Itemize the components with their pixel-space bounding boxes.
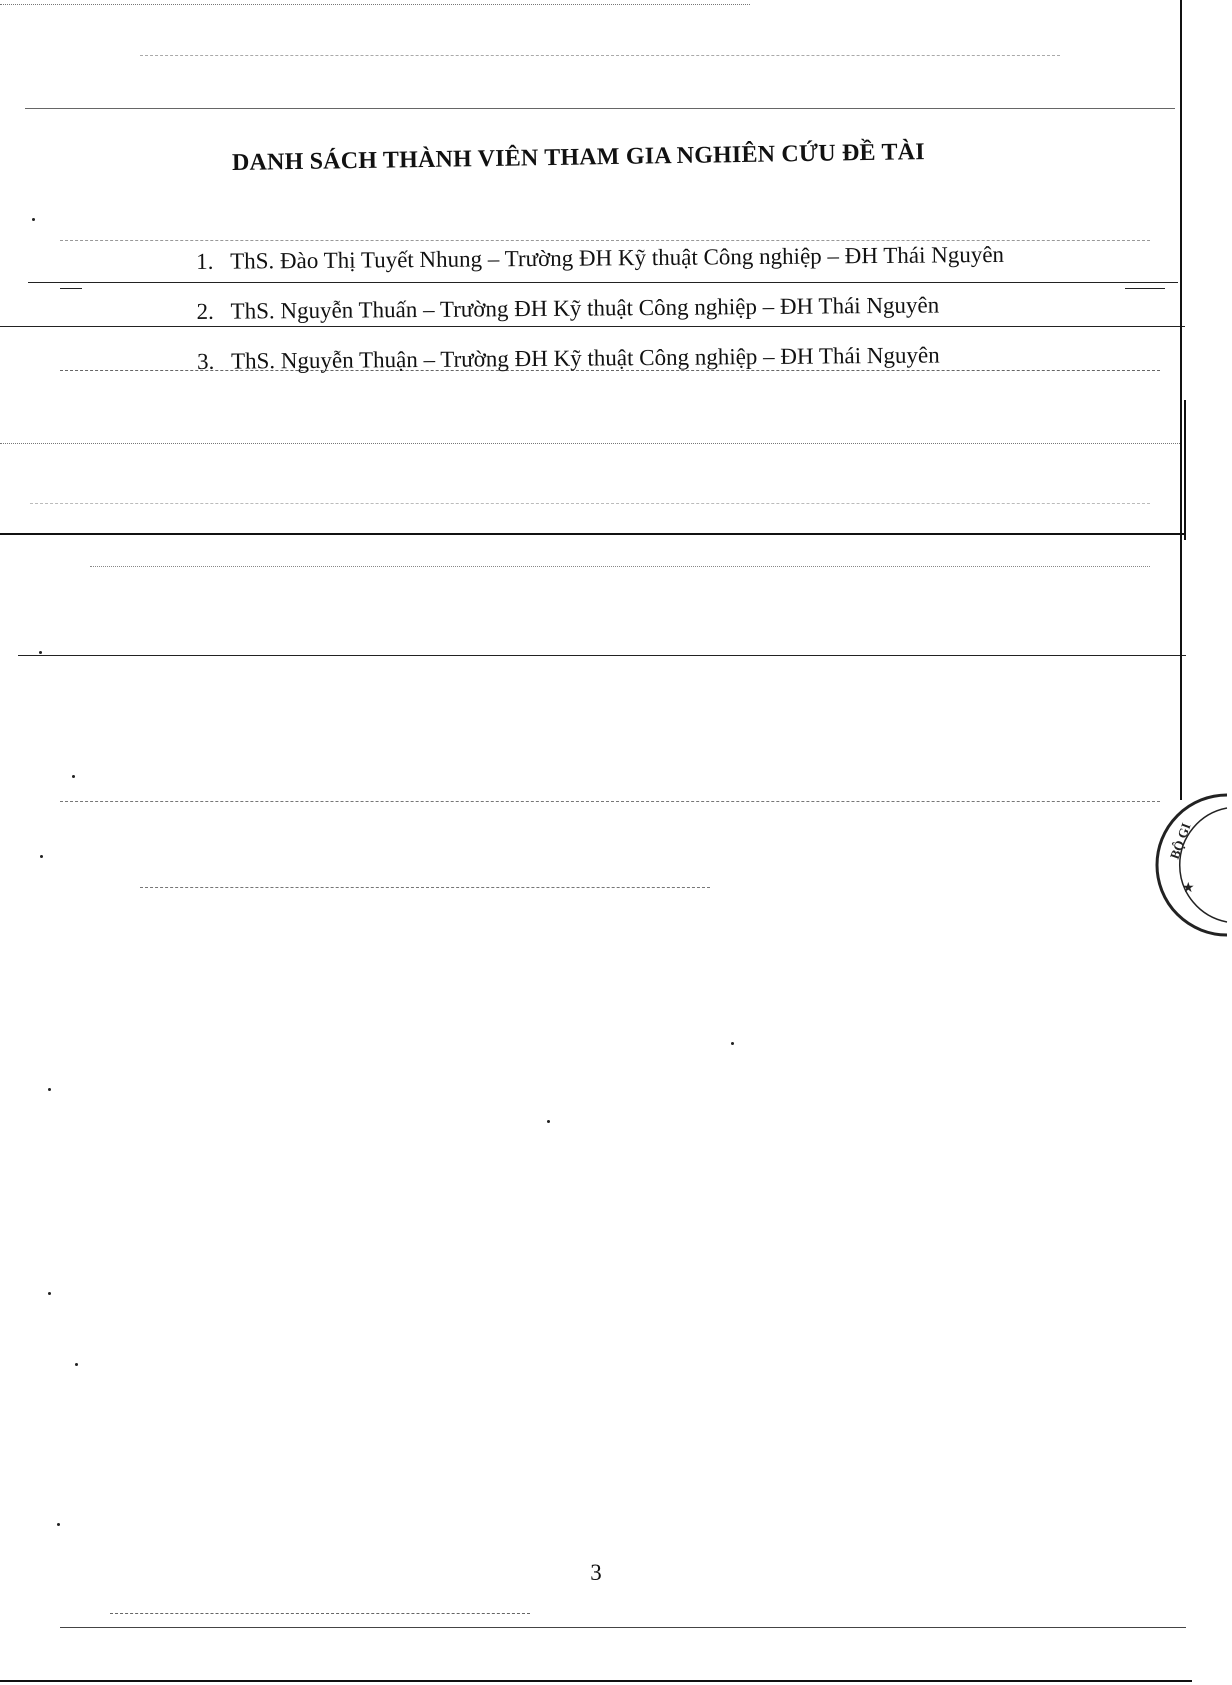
scan-line [90, 566, 1150, 567]
scan-speck [731, 1042, 734, 1045]
document-title: DANH SÁCH THÀNH VIÊN THAM GIA NGHIÊN CỨU ĐỀ TÀI [231, 139, 925, 176]
scan-speck [547, 1120, 550, 1123]
member-text: ThS. Đào Thị Tuyết Nhung – Trường ĐH Kỹ thuật Công nghiệp – ĐH Thái Nguyên [230, 241, 1005, 274]
member-item [190, 287, 1070, 329]
member-text: ThS. Nguyễn Thuấn – Trường ĐH Kỹ thuật Công nghiệp – ĐH Thái Nguyên [230, 292, 940, 324]
page-number: 3 [590, 1560, 602, 1585]
scan-line [0, 1680, 1192, 1682]
scan-speck [39, 651, 42, 654]
scan-line [60, 801, 1160, 802]
svg-text:★: ★ [1182, 880, 1195, 896]
scan-edge [1180, 0, 1182, 800]
scan-line [140, 55, 1060, 56]
scan-line [18, 655, 1186, 656]
member-number: 1. [196, 248, 214, 274]
scan-line [110, 1613, 530, 1614]
member-number: 3. [196, 348, 215, 374]
member-item [191, 337, 1071, 379]
scan-speck [32, 218, 35, 221]
scan-line [0, 443, 1180, 444]
member-text: ThS. Nguyễn Thuận – Trường ĐH Kỹ thuật Công nghiệp – ĐH Thái Nguyên [230, 342, 940, 374]
scan-speck [40, 855, 43, 858]
scan-speck [75, 1363, 78, 1366]
scan-speck [72, 775, 75, 778]
scan-line [1125, 288, 1165, 289]
member-number: 2. [196, 298, 214, 324]
scan-speck [57, 1523, 60, 1526]
svg-text:BỘ GI: BỘ GI [1166, 820, 1194, 862]
scan-line [25, 108, 1175, 109]
scan-speck [48, 1088, 51, 1091]
scan-line [60, 288, 82, 289]
scan-line [60, 1627, 1186, 1628]
scan-line [30, 503, 1150, 504]
scan-line [0, 4, 750, 5]
member-list [190, 237, 1071, 379]
scan-edge [1184, 400, 1186, 540]
member-item [190, 237, 1070, 279]
scan-line [0, 533, 1186, 535]
official-stamp-icon [1152, 790, 1232, 940]
scan-speck [48, 1292, 51, 1295]
scan-line [140, 887, 710, 888]
